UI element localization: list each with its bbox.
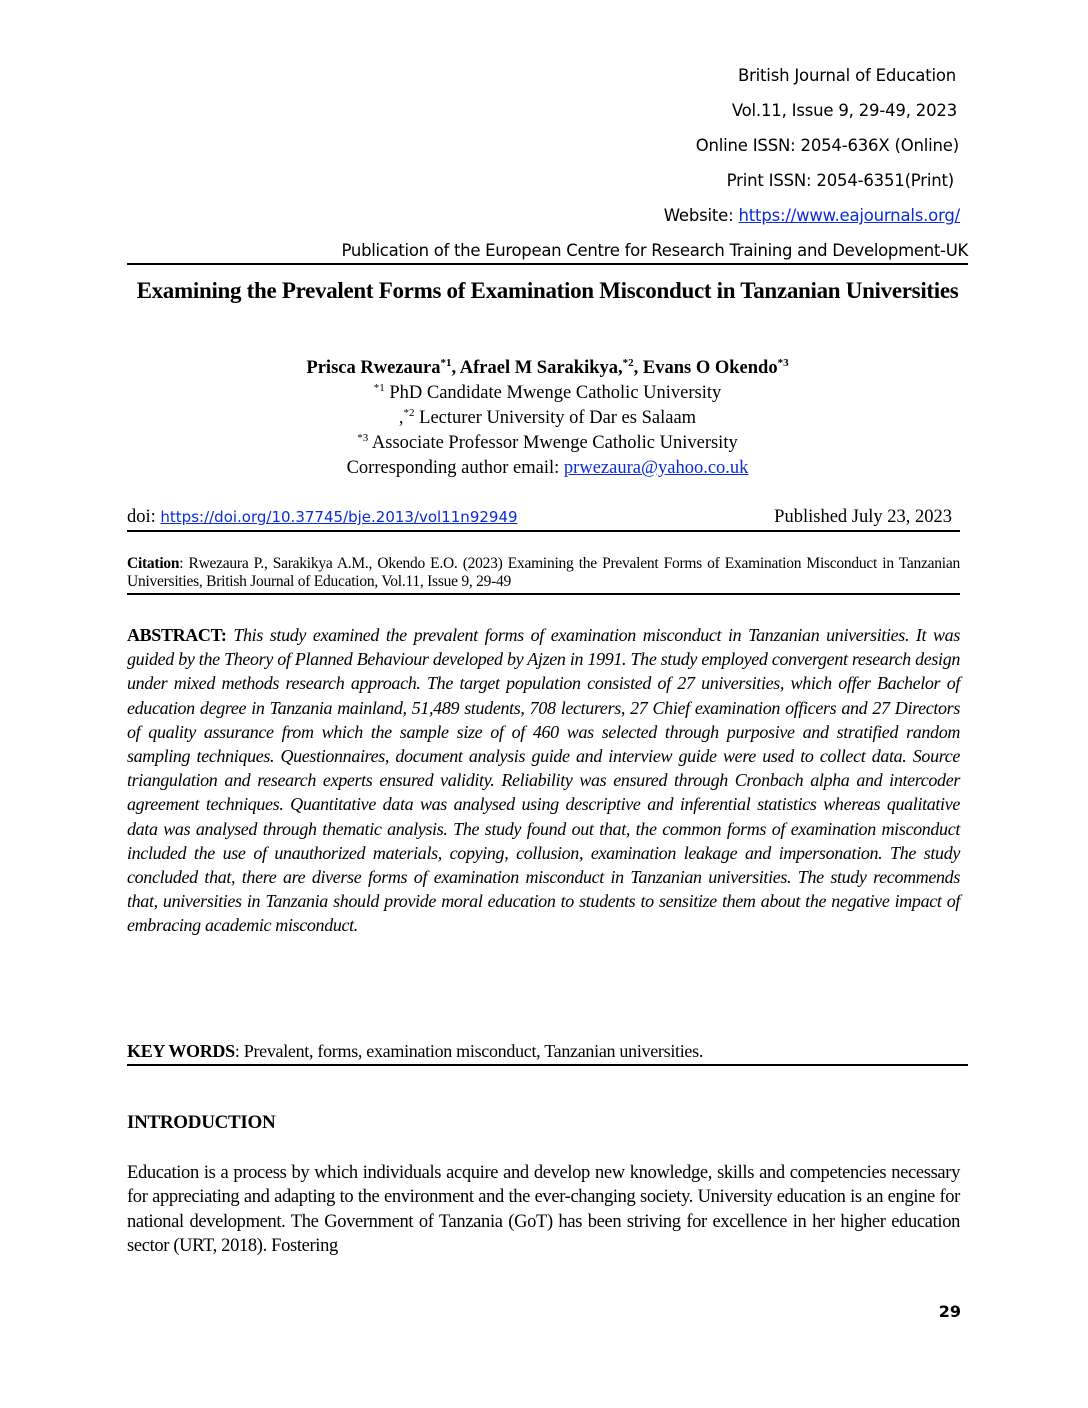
- affiliation-1: [127, 381, 968, 406]
- introduction-paragraph: Education is a process by which individuals acquire and develop new knowledge, skills and competencies necessary for appreciating and adapting to the environment and the ever-changing society. University education is an engine for national development. The Government of Tanzania (GoT) has been striving for excellence in her higher education sector (URT, 2018). Fostering: [127, 1163, 960, 1256]
- website-line: [664, 206, 960, 225]
- doi-link[interactable]: https://doi.org/10.37745/bje.2013/vol11n92949: [160, 508, 518, 526]
- author-3: Evans O Okendo: [642, 358, 778, 378]
- corresponding-label: Corresponding author email:: [346, 458, 564, 478]
- corresponding-email-link[interactable]: prwezaura@yahoo.co.uk: [563, 458, 749, 478]
- volume-issue: Vol.11, Issue 9, 29-49, 2023: [731, 101, 957, 120]
- doi-row: [127, 504, 960, 532]
- author-2: Afrael M Sarakikya,: [459, 358, 623, 378]
- affiliation-3: [127, 431, 968, 456]
- affiliation-2: [127, 406, 968, 431]
- affiliation-mark: *3: [357, 431, 369, 444]
- online-issn: Online ISSN: 2054-636X (Online): [695, 136, 959, 155]
- affiliation-text: Lecturer University of Dar es Salaam: [414, 408, 697, 428]
- abstract-label: ABSTRACT:: [127, 625, 227, 645]
- affiliation-mark: *1: [373, 381, 385, 394]
- author-1: Prisca Rwezaura: [306, 358, 441, 378]
- corresponding-author: [127, 456, 968, 481]
- affiliation-prefix: ,: [398, 408, 404, 428]
- abstract-text: This study examined the prevalent forms of examination misconduct in Tanzanian universities. It was guided by the Theory of Planned Behaviour developed by Ajzen in 1991. The study employed convergent research design under mixed methods research approach. The target population consisted of 27 universities, which offer Bachelor of education degree in Tanzania mainland, 51,489 students, 708 lecturers, 27 Chief examination officers and 27 Directors of quality assurance from which the sample size of of 460 was selected through purposive and stratified random sampling techniques. Questionnaires, document analysis guide and interview guide were used to collect data. Source triangulation and research experts ensured validity. Reliability was ensured through Cronbach alpha and intercoder agreement techniques. Quantitative data was analysed using descriptive and inferential statistics whereas qualitative data was analysed through thematic analysis. The study found out that, the common forms of examination misconduct included the use of unauthorized materials, copying, collusion, examination leakage and impersonation. The study concluded that, there are diverse forms of examination misconduct in Tanzanian universities. The study recommends that, universities in Tanzania should provide moral education to students to sensitize them about the negative impact of embracing academic misconduct.: [127, 625, 960, 936]
- affiliation-text: Associate Professor Mwenge Catholic University: [368, 433, 738, 453]
- keywords-text: : Prevalent, forms, examination misconduct, Tanzanian universities.: [234, 1041, 704, 1061]
- doi-label: doi:: [127, 507, 161, 527]
- author-separator: ,: [451, 358, 460, 378]
- keywords-label: KEY WORDS: [127, 1041, 235, 1061]
- journal-name: British Journal of Education: [737, 66, 956, 85]
- page-number: 29: [938, 1302, 961, 1321]
- publisher-line: Publication of the European Centre for Research Training and Development-UK: [127, 240, 968, 265]
- citation-text: : Rwezaura P., Sarakikya A.M., Okendo E.O. (2023) Examining the Prevalent Forms of Examination Misconduct in Tanzanian Universities, British Journal of Education, Vol.11, Issue 9, 29-49: [127, 555, 960, 590]
- affiliation-mark: *2: [403, 406, 415, 419]
- citation-block: [127, 555, 960, 595]
- author-list: [127, 356, 968, 381]
- author-separator: ,: [633, 358, 643, 378]
- author-2-mark: *2: [622, 356, 634, 369]
- author-1-mark: *1: [440, 356, 452, 369]
- website-link[interactable]: https://www.eajournals.org/: [738, 206, 960, 225]
- authors-block: [127, 356, 968, 481]
- article-title: Examining the Prevalent Forms of Examination Misconduct in Tanzanian Universities: [136, 278, 959, 303]
- section-heading-introduction: INTRODUCTION: [127, 1112, 276, 1133]
- affiliation-text: PhD Candidate Mwenge Catholic University: [384, 383, 722, 403]
- author-3-mark: *3: [777, 356, 789, 369]
- keywords-block: [127, 1039, 968, 1066]
- abstract-block: [127, 623, 960, 938]
- print-issn: Print ISSN: 2054-6351(Print): [726, 171, 954, 190]
- citation-label: Citation: [127, 555, 180, 572]
- published-date: Published July 23, 2023: [774, 507, 952, 527]
- website-label: Website:: [663, 206, 739, 225]
